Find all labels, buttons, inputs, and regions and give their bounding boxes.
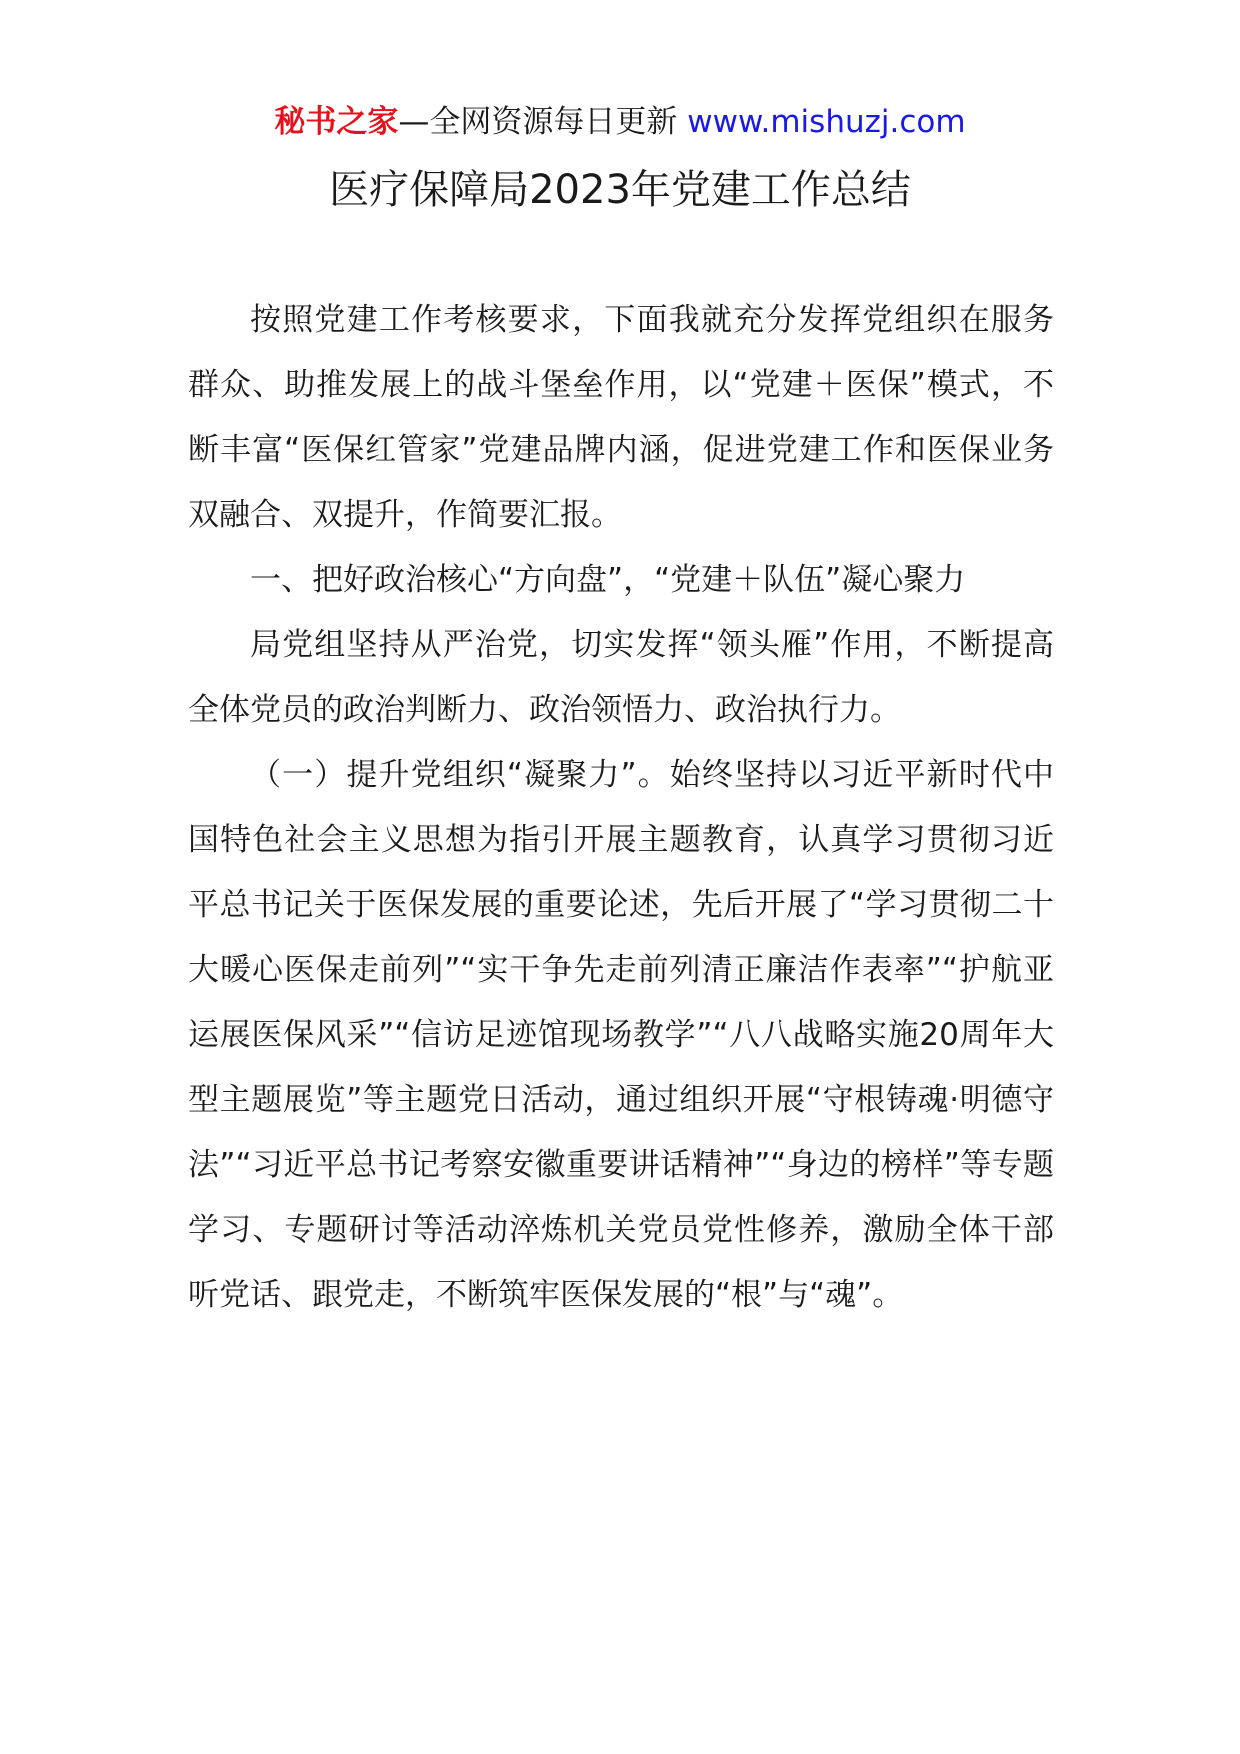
site-slogan: —全网资源每日更新 xyxy=(398,104,688,140)
section-intro-paragraph: 局党组坚持从严治党，切实发挥“领头雁”作用，不断提高全体党员的政治判断力、政治领悟力、政治执行力。 xyxy=(188,627,1054,728)
site-header xyxy=(0,100,1240,144)
intro-paragraph: 按照党建工作考核要求，下面我就充分发挥党组织在服务群众、助推发展上的战斗堡垒作用，以“党建＋医保”模式，不断丰富“医保红管家”党建品牌内涵，促进党建工作和医保业务双融合、双提升，作简要汇报。 xyxy=(188,302,1054,533)
document-body xyxy=(188,288,1054,1328)
subsection-paragraph: （一）提升党组织“凝聚力”。始终坚持以习近平新时代中国特色社会主义思想为指引开展主题教育，认真学习贯彻习近平总书记关于医保发展的重要论述，先后开展了“学习贯彻二十大暖心医保走前列”“实干争先走前列清正廉洁作表率”“护航亚运展医保风采”“信访足迹馆现场教学”“八八战略实施20周年大型主题展览”等主题党日活动，通过组织开展“守根铸魂·明德守法”“习近平总书记考察安徽重要讲话精神”“身边的榜样”等专题学习、专题研讨等活动淬炼机关党员党性修养，激励全体干部听党话、跟党走，不断筑牢医保发展的“根”与“魂”。 xyxy=(188,757,1054,1313)
brand-name: 秘书之家 xyxy=(274,104,399,140)
document-title: 医疗保障局2023年党建工作总结 xyxy=(329,167,911,213)
section-heading: 一、把好政治核心“方向盘”，“党建＋队伍”凝心聚力 xyxy=(250,562,966,598)
site-url-link[interactable]: www.mishuzj.com xyxy=(687,104,966,140)
